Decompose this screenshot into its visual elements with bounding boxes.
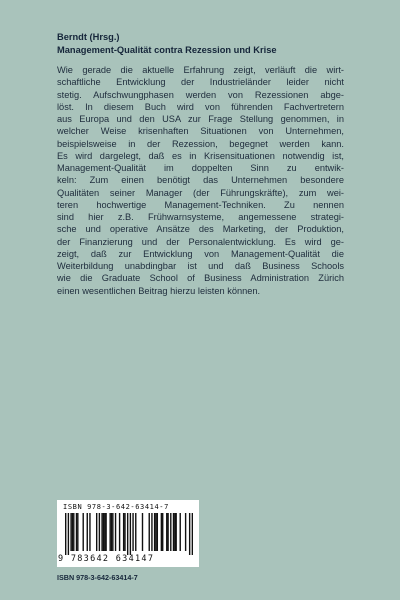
cover-header [57,31,357,57]
barcode-bar [161,513,162,551]
blurb-line: sche und operative Ansätze des Marketing, der Produktion, [57,224,344,235]
barcode-bar [76,513,77,551]
barcode-bar [175,513,176,551]
barcode-bar [173,513,174,551]
barcode-digits: 9 783642 634147 [58,554,155,564]
barcode-bar [104,513,105,551]
barcode-bar [192,513,193,555]
barcode-bar [162,513,163,551]
barcode-isbn-label: ISBN 978-3-642-63414-7 [63,503,169,511]
book-title: Management-Qualität contra Rezession und Krise [57,45,277,55]
blurb-line: schaftliche Entwicklung der Industrieländer leider nicht [57,77,344,88]
blurb-line: wie die Graduate School of Business Administration Zürich [57,273,344,284]
barcode-bar [73,513,74,551]
barcode-bar [109,513,110,551]
blurb-line: stetig. Aufschwungphasen werden von Rezessionen abge- [57,89,344,100]
blurb-line: beispielsweise in der Rezession, begegnet werden kann. [57,138,344,149]
blurb-line: Management-Qualität im doppelten Sinn zu entwik- [57,163,344,173]
barcode-bar [105,513,106,551]
blurb-line: keln: Zum einen benötigt das Unternehmen besondere [57,175,344,186]
barcode-bar [170,513,171,551]
blurb-line: zeigt, daß zur Entwicklung von Management-Qualität die [57,248,344,259]
barcode-bar [99,513,100,551]
barcode-bar [132,513,133,551]
barcode-bar [72,513,73,551]
barcode-bar [142,513,143,551]
blurb-line: Qualitäten seiner Manager (der Führungskräfte), zum wei- [57,187,344,198]
barcode-bar [130,513,131,555]
barcode-bar [127,513,128,555]
barcode-bar [115,513,116,551]
barcode-bar [111,513,112,551]
barcode-bar [157,513,158,551]
barcode-bar [185,513,186,551]
editor-name: Berndt (Hrsg.) [57,32,120,42]
barcode-bar [123,513,124,551]
barcode-bar [68,513,69,555]
barcode-bar [96,513,97,551]
isbn-number: ISBN 978-3-642-63414-7 [57,573,138,582]
blurb-line: löst. In diesem Buch wird von führenden Fachvertretern [57,101,344,112]
barcode-bar [124,513,125,551]
barcode [57,500,199,567]
barcode-bar [103,513,104,551]
barcode-bar [89,513,90,551]
barcode-bar [135,513,136,551]
barcode-bar [119,513,120,551]
barcode-bar [180,513,181,551]
barcode-bar [167,513,168,551]
blurb-line: einen wesentlichen Beitrag hierzu leisten können. [57,285,261,296]
barcode-bar [70,513,71,551]
barcode-bar [166,513,167,551]
barcode-bars [65,513,193,555]
blurb-line: Wie gerade die aktuelle Erfahrung zeigt, verläuft die wirt- [57,65,344,75]
blurb-line: Es wird dargelegt, daß es in Krisensituationen notwendig ist, [57,150,344,161]
barcode-bar [174,513,175,551]
barcode-bar [112,513,113,551]
barcode-bar [101,513,102,551]
barcode-bar [83,513,84,551]
barcode-bar [77,513,78,551]
blurb-line: teren hochwertige Management-Techniken. Zu nennen [57,199,344,210]
blurb-text [57,64,344,297]
blurb-line: der Finanzierung und der Personalentwicklung. Es wird ge- [57,236,344,247]
blurb-line: welcher Weise krisenhaften Situationen von Unternehmen, [57,126,344,137]
barcode-bar [189,513,190,555]
blurb-line: sind hier z.B. Frühwarnsysteme, angemessene strategi- [57,212,344,222]
blurb-line: aus Europa und den USA zur Frage Stellung genommen, in [57,114,344,124]
barcode-bar [151,513,152,551]
barcode-bar [65,513,66,555]
barcode-bar [149,513,150,551]
barcode-bar [154,513,155,551]
barcode-bar [87,513,88,551]
blurb-line: Weiterbildung unabdingbar ist und daß Business Schools [57,261,344,271]
barcode-bar [155,513,156,551]
